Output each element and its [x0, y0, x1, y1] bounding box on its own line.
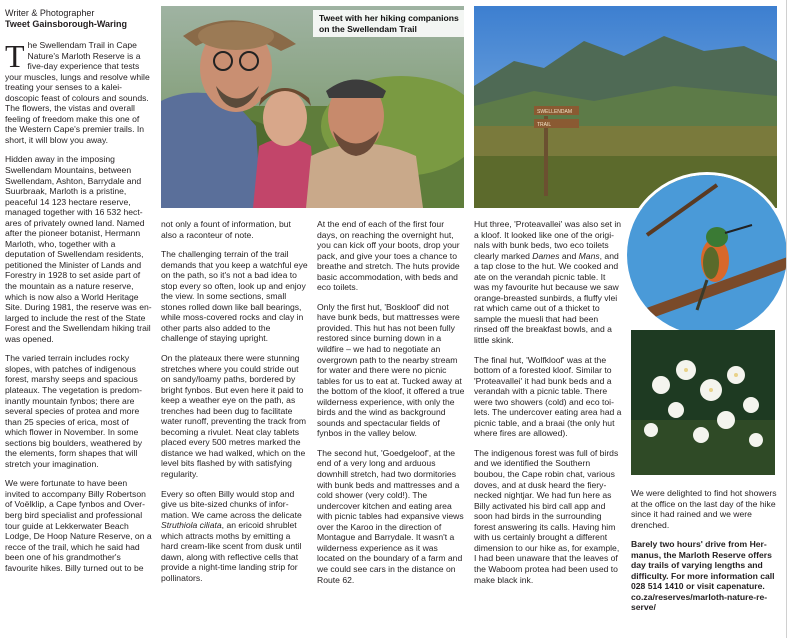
body-paragraph: At the end of each of the first four days, on reaching the overnight hut, you can kick off your boots, drop your pack, and give your toes a chance to breathe and stretch. The huts provide basic accommodation, with beds and eco toilets. — [317, 219, 460, 293]
body-paragraph: Every so often Billy would stop and give us bite-sized chunks of information. We came across the delicate Struthiola ciliata, an ericoid shrublet which attracts moths by emitting a hard cream-like scent from dusk until dawn, along with reflective cells that provide a night-time landing strip for pollinators. — [161, 488, 302, 583]
body-paragraph: Hut three, 'Proteavallei' was also set in a kloof. It looked like one of the originals with bunk beds, two eco toilets clearly marked Dames and Mans, and a tap close to the hut. We cooked and ate on the verandah picnic table. It was my favourite hut because we saw orange-breasted sunbirds, a fluffy vlei rat which came out of a thicket to sample the muesli that had been rinsed off the breakfast bowls, and a little skink. — [474, 219, 622, 346]
photo-caption: Tweet with her hiking companions on the Swellendam Trail — [313, 10, 464, 37]
body-paragraph: The challenging terrain of the trail demands that you keep a watchful eye on the path, so it's not a bad idea to stop every so often, look up and enjoy the view. In some sections, small stones rolled down like ball bearings, while moss-covered rocks and clay in other parts also added to the challenge of staying upright. — [161, 249, 308, 344]
byline-role: Writer & Photographer — [5, 8, 95, 18]
white-flowers-photo — [631, 330, 775, 475]
body-paragraph: On the plateaux there were stunning stretches where you could stride out on sandy/loamy paths, bordered by bright fynbos. But even here it paid to keep a weather eye on the path, as trenches had been dug to facilitate water runoff, preventing the track from becoming a rivulet. Neat clay tablets placed every 500 metres marked the distance we had walked, which on the level bits flashed by with satisfying regularity. — [161, 353, 307, 480]
column-2 — [161, 219, 308, 593]
body-paragraph: The varied terrain includes rocky slopes, with patches of indigenous forest, marshy seeps and spacious plateaux. The vegetation is predominantly mountain fynbos; there are several species of protea and more than 25 species of erica, most of which flower in November. In some sections big boulders, weathered by the elements, form shapes that will stretch your imagination. — [5, 353, 143, 469]
byline-author: Tweet Gainsborough-Waring — [5, 19, 127, 29]
column-4 — [474, 219, 622, 594]
sign-line-2: TRAIL — [537, 122, 552, 128]
column-5 — [631, 488, 777, 622]
body-paragraph: The final hut, 'Wolfkloof' was at the bottom of a forested kloof. Similar to 'Proteavallei' it had bunk beds and a verandah with a picnic table. There were two showers (cold) and eco toilets. The undercover eating area had a picnic table, and a braai (the only hut where fires are allowed). — [474, 354, 622, 439]
body-paragraph: The indigenous forest was full of birds and we identified the Southern boubou, the Cape robin chat, various doves, and at dusk heard the fiery-necked nightjar. We had fun here as Billy activated his bird call app and soon had birds in the surrounding forest answering its calls. Having him with us certainly brought a different dimension to our hike as, for example, I had been unaware that the leaves of the Waboom protea had been used to make black ink. — [474, 447, 620, 585]
sign-line-1: SWELLENDAM — [537, 109, 573, 115]
byline — [5, 8, 153, 30]
body-paragraph: We were delighted to find hot showers at the office on the last day of the hike since it had rained and we were drenched. — [631, 488, 777, 530]
hikers-photo — [161, 6, 464, 208]
column-3 — [317, 219, 465, 594]
body-paragraph: Hidden away in the imposing Swellendam Mountains, between Swellendam, Ashton, Barrydale and Suurbraak, Marloth is a pristine, peaceful 14 123 hectare reserve, managed together with 16 532 hectares of privately owned land. Named after the pioneer botanist, Hermann Marloth, who, together with a deputation of Swellendam residents, petitioned the Minister of Lands and Forestry in 1928 to set aside part of the mountain as a nature reserve, which is now also a World Heritage Site. During 1981, the reserve was enlarged to include the rest of the State Forest and the Swellendam hiking trail was opened. — [5, 154, 152, 344]
column-1 — [5, 8, 153, 582]
body-paragraph: not only a fount of information, but also a raconteur of note. — [161, 219, 291, 240]
drop-cap: T — [5, 38, 25, 74]
right-border — [786, 0, 787, 638]
intro-paragraph: The Swellendam Trail in Cape Nature's Marloth Reserve is a five-day experience that tests your muscles, lungs and resolve while treating your senses to a kaleidoscopic feast of colours and sounds. The flowers, the vistas and overall feeling of freedom make this one of the Western Cape's premier trails. In short, it will blow you away. — [5, 38, 150, 145]
contact-info: Barely two hours' drive from Hermanus, the Marloth Reserve offers day trails of varying lengths and difficulty. For more information call 028 514 1410 or visit capenature. co.za/reserves/marloth-nature-reserve/ — [631, 539, 775, 613]
body-paragraph: The second hut, 'Goedgeloof', at the end of a very long and arduous downhill stretch, had two dormitories with bunk beds and mattresses and a cold shower (very cold!). The undercover kitchen and eating area with picnic tables had expansive views over the Karoo in the direction of Montague and Barrydale. It wasn't a wilderness experience as it was located on the boundary of a farm and we could see cars in the distance on Route 62. — [317, 447, 464, 585]
sunbird-photo — [624, 172, 790, 338]
body-paragraph: We were fortunate to have been invited to accompany Billy Robertson of Voëlklip, a Cape fynbos and Overberg bird specialist and professional tour guide at Lekkerwater Beach Lodge, De Hoop Nature Reserve, on a recce of the trail, which he said had been one of his grandmother's favourite hikes. Billy turned out to be — [5, 478, 152, 573]
body-paragraph: Only the first hut, 'Boskloof' did not have bunk beds, but mattresses were provided. This hut has not been fully restored since burning down in a wildfire – we had to negotiate an overgrown path to the nearby stream for water and there were no picnic tables for us to eat at. Tucked away at the bottom of the kloof, it offered a true wilderness experience, with only the birds and the wind as background sounds and spectacular fields of fynbos in the valley below. — [317, 301, 465, 439]
